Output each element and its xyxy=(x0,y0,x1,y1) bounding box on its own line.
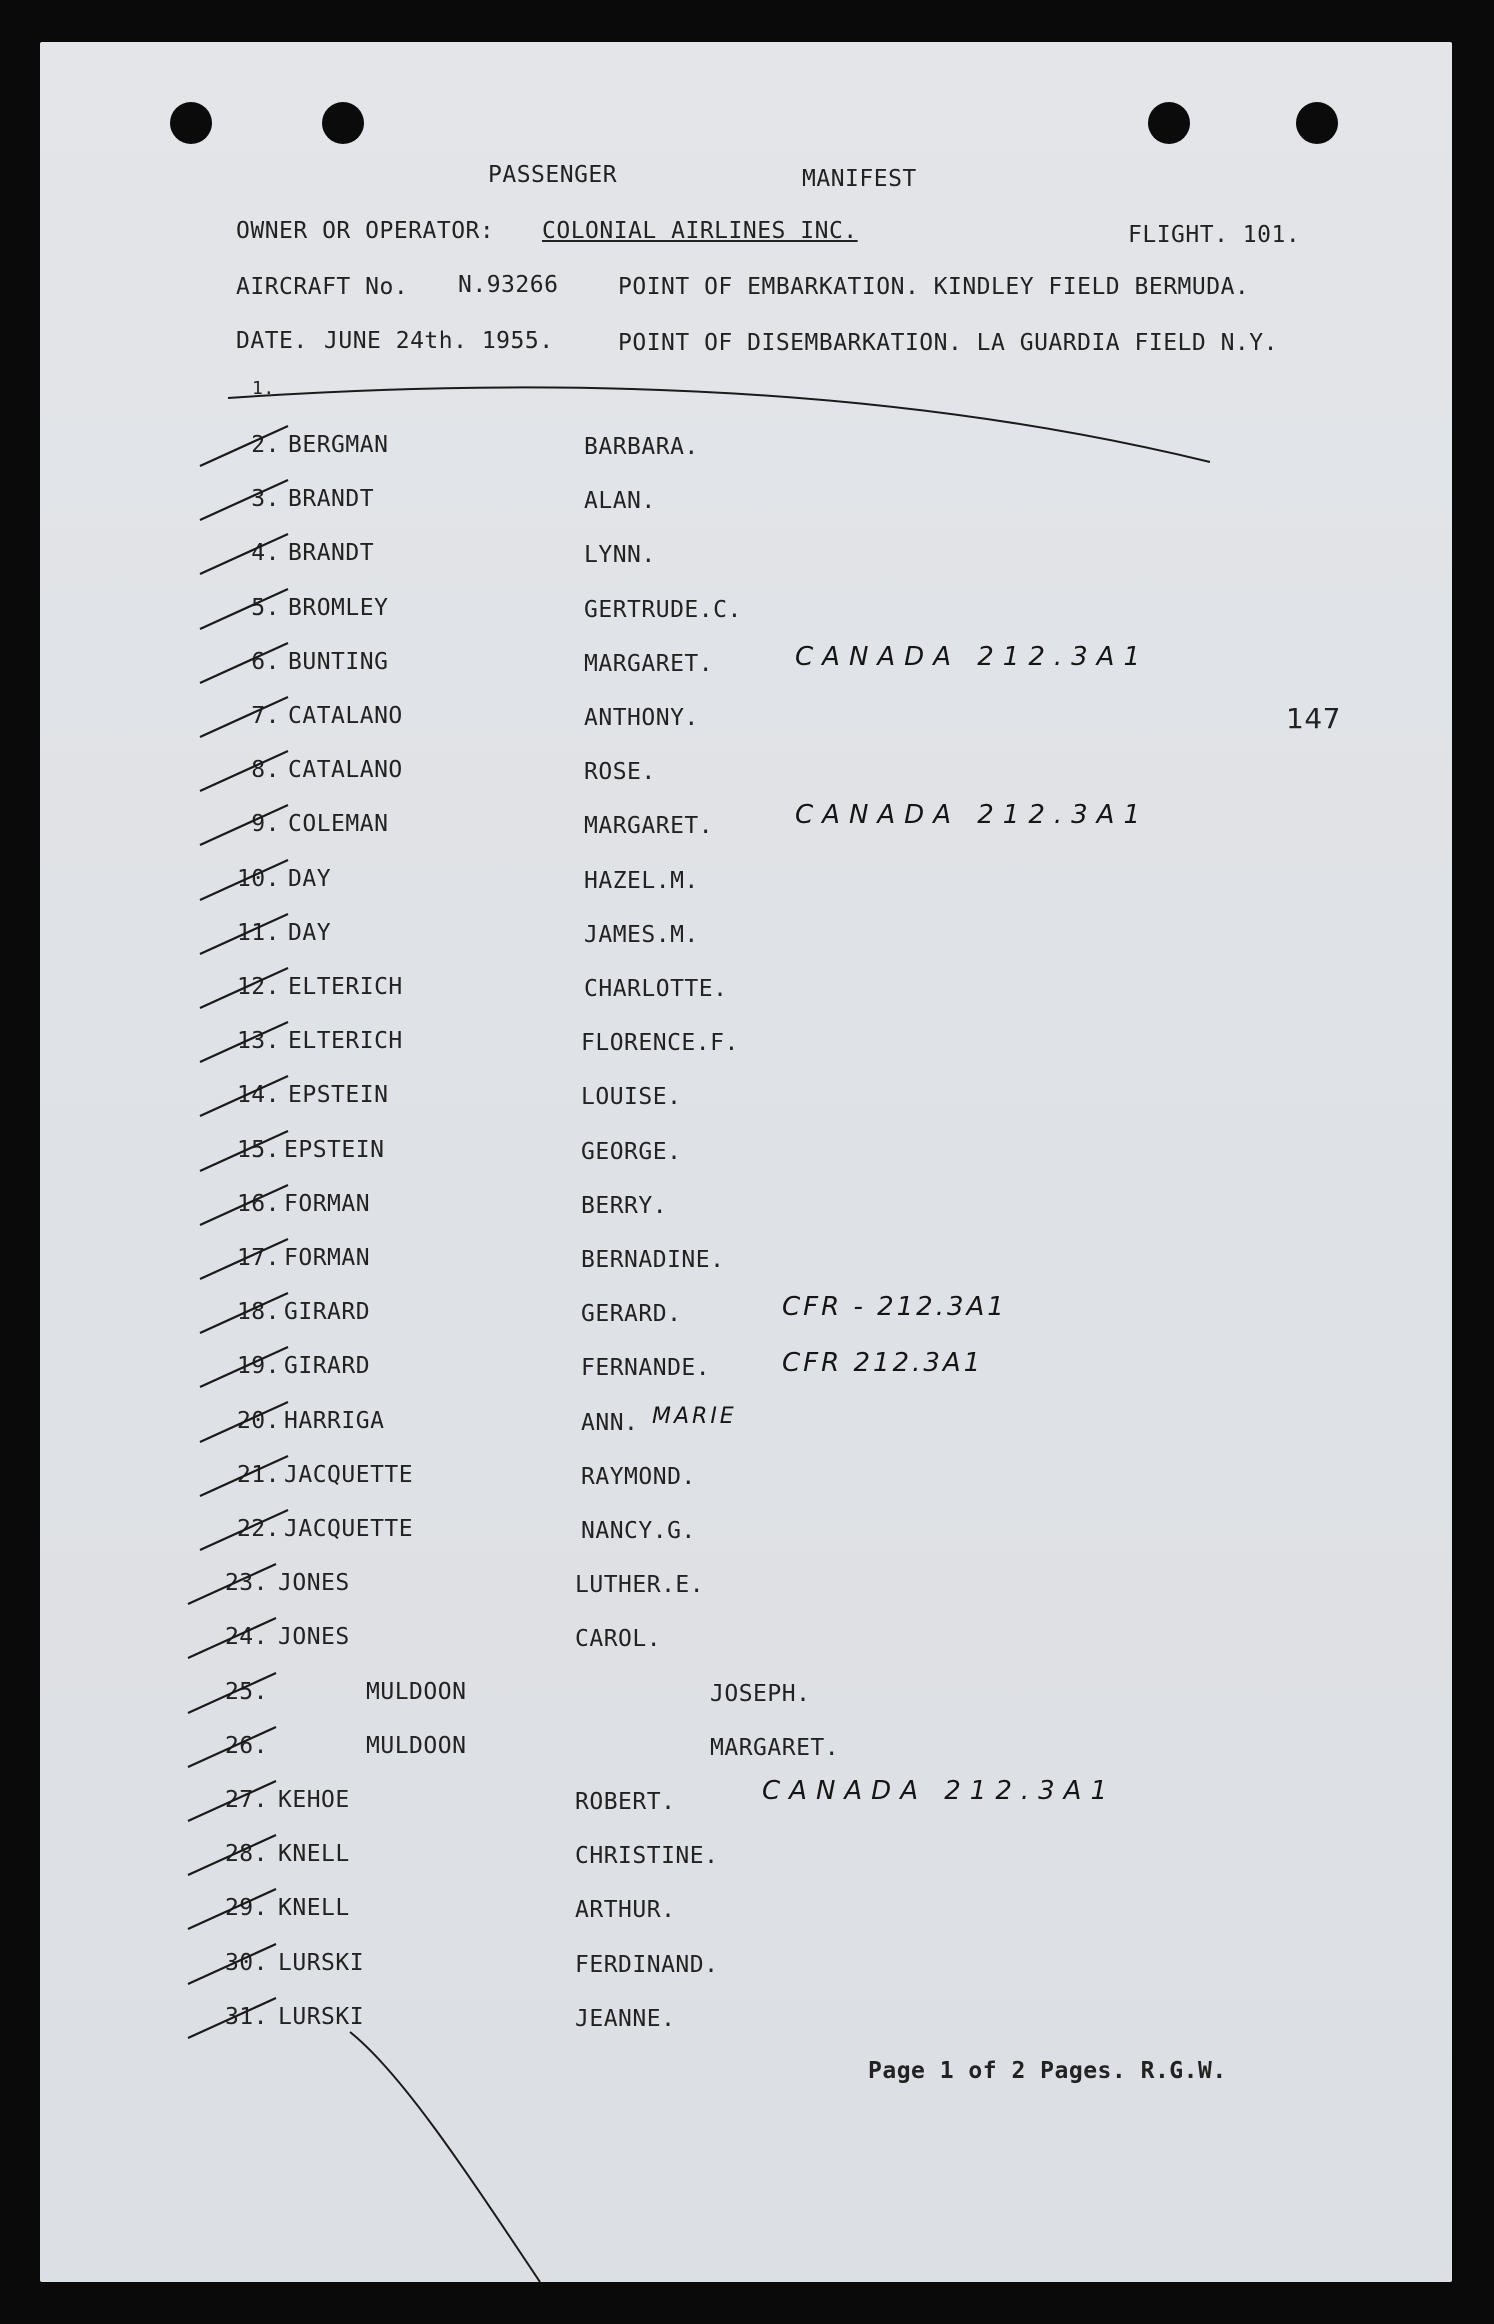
passenger-surname: JONES xyxy=(278,1624,350,1650)
passenger-given-name: LYNN. xyxy=(584,542,656,568)
strike-tick xyxy=(188,1889,276,1929)
passenger-given-name: BARBARA. xyxy=(584,434,699,460)
passenger-given-name: ARTHUR. xyxy=(575,1897,676,1923)
passenger-surname: LURSKI xyxy=(278,1950,365,1976)
aircraft-label: AIRCRAFT No. xyxy=(236,274,409,300)
row-number: 27. xyxy=(224,1787,268,1813)
passenger-surname: JACQUETTE xyxy=(284,1462,414,1488)
annotation-row18: CFR - 212.3A1 xyxy=(782,1292,1007,1322)
strike-tick xyxy=(188,1944,276,1984)
strike-tick xyxy=(200,1239,288,1279)
passenger-surname: DAY xyxy=(288,866,332,892)
margin-number: 147 xyxy=(1286,702,1341,735)
row-number: 8. xyxy=(251,757,280,783)
passenger-given-name: JAMES.M. xyxy=(584,922,699,948)
passenger-given-name: RAYMOND. xyxy=(581,1464,696,1490)
passenger-given-name: ANN. xyxy=(581,1410,639,1436)
passenger-surname: GIRARD xyxy=(284,1353,371,1379)
passenger-given-name: NANCY.G. xyxy=(581,1518,696,1544)
row-number: 19. xyxy=(236,1353,280,1379)
passenger-surname: FORMAN xyxy=(284,1245,371,1271)
passenger-given-name: GERTRUDE.C. xyxy=(584,597,742,623)
strike-tick xyxy=(200,860,288,900)
passenger-given-name: ROSE. xyxy=(584,759,656,785)
strike-tick xyxy=(200,697,288,737)
passenger-surname: EPSTEIN xyxy=(284,1137,385,1163)
strike-tick xyxy=(200,426,288,466)
strike-tick xyxy=(200,1402,288,1442)
passenger-surname: ELTERICH xyxy=(288,974,403,1000)
strike-tick xyxy=(200,1456,288,1496)
row-number: 21. xyxy=(236,1462,280,1488)
title-manifest: MANIFEST xyxy=(802,166,917,192)
passenger-given-name: LUTHER.E. xyxy=(575,1572,705,1598)
row-number: 10. xyxy=(236,866,280,892)
row1-strike-line xyxy=(228,387,1210,462)
strike-tick xyxy=(188,1998,276,2038)
strike-tick xyxy=(188,1564,276,1604)
date-label: DATE. xyxy=(236,328,308,354)
title-passenger: PASSENGER xyxy=(488,162,618,188)
strike-tick xyxy=(200,1510,288,1550)
passenger-surname: COLEMAN xyxy=(288,811,389,837)
aircraft-value: N.93266 xyxy=(458,272,559,298)
strike-tick xyxy=(200,1185,288,1225)
owner-value: COLONIAL AIRLINES INC. xyxy=(542,218,858,244)
passenger-given-name: JOSEPH. xyxy=(710,1681,811,1707)
row-number: 23. xyxy=(224,1570,268,1596)
row-number: 12. xyxy=(236,974,280,1000)
strike-tick xyxy=(200,589,288,629)
row-number: 6. xyxy=(251,649,280,675)
passenger-given-name: GERARD. xyxy=(581,1301,682,1327)
passenger-surname: GIRARD xyxy=(284,1299,371,1325)
row-number: 13. xyxy=(236,1028,280,1054)
passenger-surname: BRANDT xyxy=(288,540,375,566)
passenger-surname: CATALANO xyxy=(288,703,403,729)
passenger-given-name: MARGARET. xyxy=(710,1735,840,1761)
passenger-surname: HARRIGA xyxy=(284,1408,385,1434)
row-number: 28. xyxy=(224,1841,268,1867)
passenger-surname: BRANDT xyxy=(288,486,375,512)
row-number: 4. xyxy=(251,540,280,566)
row-number: 5. xyxy=(251,595,280,621)
passenger-surname: DAY xyxy=(288,920,332,946)
row-number: 9. xyxy=(251,811,280,837)
passenger-given-name: ANTHONY. xyxy=(584,705,699,731)
passenger-given-name: CAROL. xyxy=(575,1626,662,1652)
row-number: 22. xyxy=(236,1516,280,1542)
row-number: 29. xyxy=(224,1895,268,1921)
passenger-surname: MULDOON xyxy=(366,1679,467,1705)
row-number: 15. xyxy=(236,1137,280,1163)
passenger-surname: LURSKI xyxy=(278,2004,365,2030)
row-number: 20. xyxy=(236,1408,280,1434)
row-number: 7. xyxy=(251,703,280,729)
strike-tick xyxy=(200,751,288,791)
strike-tick xyxy=(200,643,288,683)
strike-tick xyxy=(200,1347,288,1387)
passenger-surname: BUNTING xyxy=(288,649,389,675)
passenger-surname: BERGMAN xyxy=(288,432,389,458)
row-number: 30. xyxy=(224,1950,268,1976)
passenger-given-name: ALAN. xyxy=(584,488,656,514)
passenger-surname: KNELL xyxy=(278,1895,350,1921)
row-number: 31. xyxy=(224,2004,268,2030)
annotation-row19: CFR 212.3A1 xyxy=(782,1348,984,1378)
date-value: JUNE 24th. 1955. xyxy=(324,328,554,354)
passenger-given-name: LOUISE. xyxy=(581,1084,682,1110)
strike-tick xyxy=(188,1727,276,1767)
passenger-surname: MULDOON xyxy=(366,1733,467,1759)
row-number: 24. xyxy=(224,1624,268,1650)
passenger-given-name: GEORGE. xyxy=(581,1139,682,1165)
passenger-given-name: BERRY. xyxy=(581,1193,668,1219)
row-number: 25. xyxy=(224,1679,268,1705)
passenger-given-name: HAZEL.M. xyxy=(584,868,699,894)
owner-label: OWNER OR OPERATOR: xyxy=(236,218,495,244)
embarkation-point: POINT OF EMBARKATION. KINDLEY FIELD BERMUDA. xyxy=(618,274,1250,300)
strike-tick xyxy=(200,1022,288,1062)
passenger-given-name: FLORENCE.F. xyxy=(581,1030,739,1056)
row-number: 17. xyxy=(236,1245,280,1271)
passenger-given-name: BERNADINE. xyxy=(581,1247,725,1273)
disembarkation-point: POINT OF DISEMBARKATION. LA GUARDIA FIELD N.Y. xyxy=(618,330,1278,356)
strike-tick xyxy=(188,1618,276,1658)
strike-tick xyxy=(188,1835,276,1875)
strike-tick xyxy=(200,914,288,954)
passenger-given-name: CHRISTINE. xyxy=(575,1843,719,1869)
annotation-row20: MARIE xyxy=(652,1404,737,1429)
row-number: 18. xyxy=(236,1299,280,1325)
strike-tick xyxy=(200,968,288,1008)
page-footer: Page 1 of 2 Pages. R.G.W. xyxy=(868,2058,1227,2084)
passenger-given-name: MARGARET. xyxy=(584,651,714,677)
pen-strokes xyxy=(40,42,1452,2282)
row-number-1: 1. xyxy=(252,378,275,399)
passenger-given-name: JEANNE. xyxy=(575,2006,676,2032)
strike-tick xyxy=(200,1293,288,1333)
annotation-row27: CANADA 212.3A1 xyxy=(762,1776,1117,1806)
row-number: 16. xyxy=(236,1191,280,1217)
row-number: 3. xyxy=(251,486,280,512)
passenger-given-name: FERNANDE. xyxy=(581,1355,711,1381)
row-number: 14. xyxy=(236,1082,280,1108)
passenger-given-name: ROBERT. xyxy=(575,1789,676,1815)
manifest-page xyxy=(40,42,1452,2282)
passenger-surname: EPSTEIN xyxy=(288,1082,389,1108)
flight-number: FLIGHT. 101. xyxy=(1128,222,1301,248)
row-number: 2. xyxy=(251,432,280,458)
passenger-surname: ELTERICH xyxy=(288,1028,403,1054)
passenger-given-name: CHARLOTTE. xyxy=(584,976,728,1002)
strike-tick xyxy=(200,805,288,845)
strike-tick xyxy=(188,1781,276,1821)
passenger-surname: CATALANO xyxy=(288,757,403,783)
strike-tick xyxy=(188,1673,276,1713)
row-number: 26. xyxy=(224,1733,268,1759)
annotation-row6: CANADA 212.3A1 xyxy=(795,642,1150,672)
passenger-given-name: FERDINAND. xyxy=(575,1952,719,1978)
strike-tick xyxy=(200,534,288,574)
strike-tick xyxy=(200,1076,288,1116)
passenger-surname: JACQUETTE xyxy=(284,1516,414,1542)
signature-tail xyxy=(350,2032,540,2282)
passenger-surname: BROMLEY xyxy=(288,595,389,621)
strike-tick xyxy=(200,480,288,520)
annotation-row9: CANADA 212.3A1 xyxy=(795,800,1150,830)
passenger-given-name: MARGARET. xyxy=(584,813,714,839)
passenger-surname: FORMAN xyxy=(284,1191,371,1217)
passenger-surname: KEHOE xyxy=(278,1787,350,1813)
row-number: 11. xyxy=(236,920,280,946)
passenger-surname: JONES xyxy=(278,1570,350,1596)
passenger-surname: KNELL xyxy=(278,1841,350,1867)
strike-tick xyxy=(200,1131,288,1171)
